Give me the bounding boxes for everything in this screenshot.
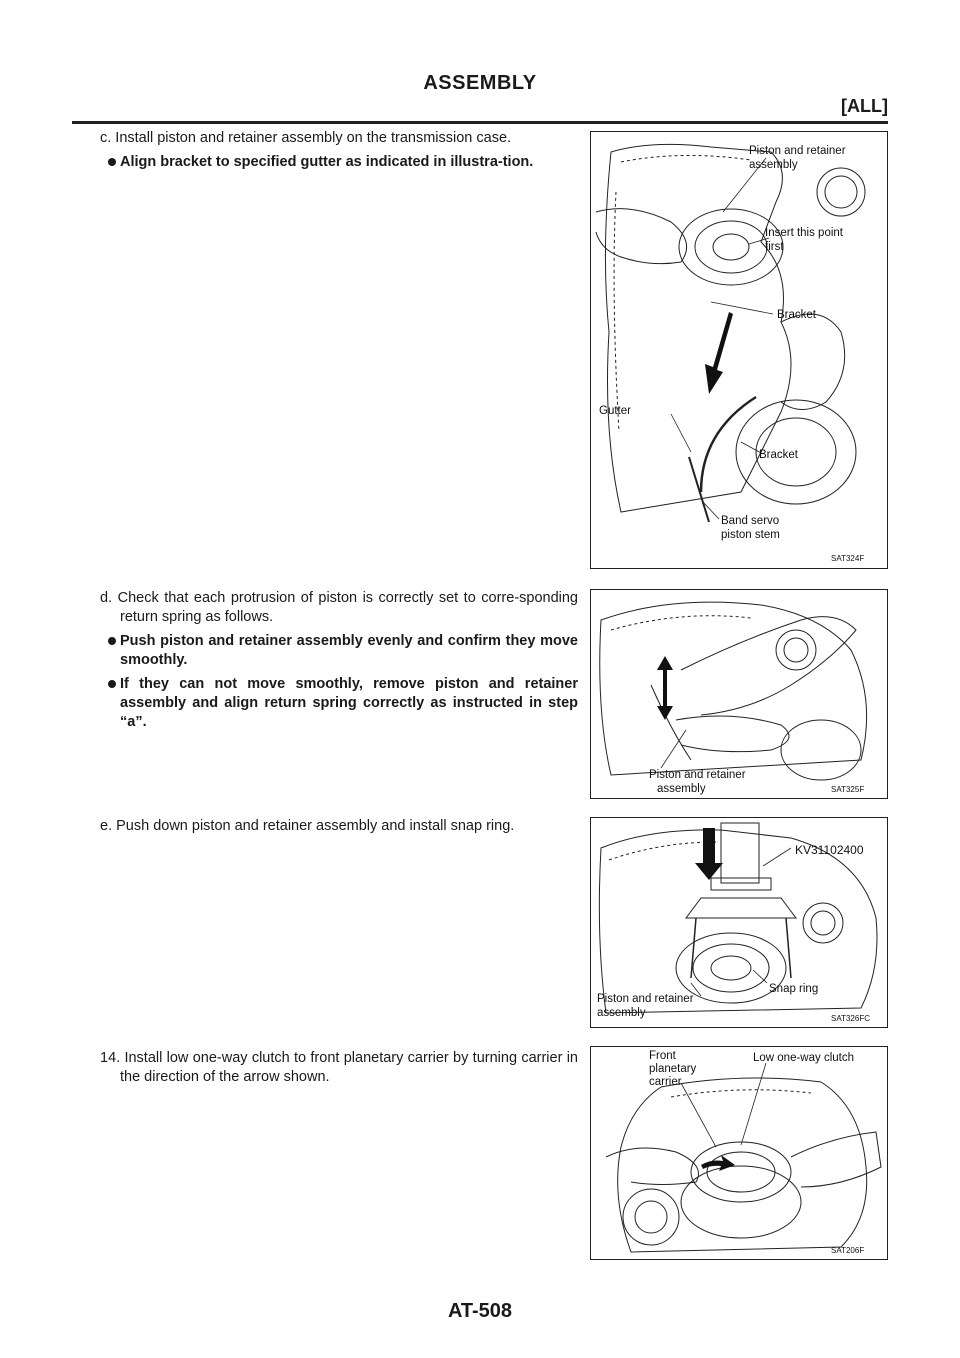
step-c bbox=[100, 129, 578, 172]
label-clutch: Low one-way clutch bbox=[753, 1052, 854, 1064]
step-d-bullet-1-text: Push piston and retainer assembly evenly and confirm they move smoothly. bbox=[120, 633, 578, 668]
figure-piston-install-drawing bbox=[591, 132, 887, 568]
step-14 bbox=[100, 1049, 578, 1087]
figure-piston-check bbox=[590, 589, 888, 799]
page-number: AT-508 bbox=[447, 1300, 513, 1322]
label-band-servo-2: piston stem bbox=[721, 529, 780, 541]
step-e bbox=[100, 817, 578, 836]
label-bracket-lower: Bracket bbox=[759, 449, 798, 461]
label-snap-ring: Snap ring bbox=[769, 983, 819, 995]
label-front-2: planetary bbox=[649, 1063, 697, 1075]
figure-piston-check-drawing bbox=[591, 590, 887, 798]
step-14-text: 14. Install low one-way clutch to front planetary carrier by turning carrier in the direction of the arrow shown. bbox=[100, 1050, 578, 1085]
label-gutter: Gutter bbox=[599, 405, 631, 417]
label-insert-1: Insert this point bbox=[765, 227, 843, 239]
label-tool: KV31102400 bbox=[795, 843, 864, 857]
step-d-text: d. Check that each protrusion of piston is correctly set to corre-sponding return spring as follows. bbox=[100, 590, 578, 625]
bullet-icon bbox=[108, 158, 116, 166]
label-piston-retainer-1: Piston and retainer bbox=[649, 769, 746, 781]
label-insert-2: first bbox=[765, 241, 784, 253]
figure-code: SAT324F bbox=[831, 554, 865, 563]
bullet-icon bbox=[108, 680, 116, 688]
label-front-3: carrier bbox=[649, 1076, 682, 1088]
figure-snap-ring bbox=[590, 817, 888, 1028]
label-piston-retainer-1: Piston and retainer bbox=[749, 145, 846, 157]
step-d-bullet-2-text: If they can not move smoothly, remove piston and retainer assembly and align return spring correctly as instructed in step “a”. bbox=[120, 676, 578, 730]
figure-code: SAT326FC bbox=[831, 1014, 870, 1023]
figure-code: SAT206F bbox=[831, 1246, 865, 1255]
step-c-bullet bbox=[100, 153, 578, 172]
figure-one-way-clutch-drawing bbox=[591, 1047, 887, 1259]
page-title: ASSEMBLY bbox=[423, 72, 537, 94]
label-bracket-upper: Bracket bbox=[777, 309, 816, 321]
step-d-bullet-2 bbox=[100, 675, 578, 732]
label-piston-retainer-1: Piston and retainer bbox=[597, 993, 694, 1005]
figure-piston-install bbox=[590, 131, 888, 569]
section-tag: [ALL] bbox=[841, 96, 888, 116]
figure-one-way-clutch bbox=[590, 1046, 888, 1260]
label-piston-retainer-2: assembly bbox=[597, 1007, 646, 1019]
label-piston-retainer-2: assembly bbox=[657, 783, 706, 795]
bullet-icon bbox=[108, 637, 116, 645]
label-band-servo-1: Band servo bbox=[721, 515, 780, 527]
step-d bbox=[100, 589, 578, 732]
step-e-text: e. Push down piston and retainer assembly and install snap ring. bbox=[100, 818, 515, 834]
step-c-bullet-text: Align bracket to specified gutter as indicated in illustra-tion. bbox=[120, 154, 534, 170]
step-d-bullet-1 bbox=[100, 632, 578, 670]
label-front-1: Front bbox=[649, 1050, 676, 1062]
label-piston-retainer-2: assembly bbox=[749, 159, 798, 171]
figure-code: SAT325F bbox=[831, 785, 865, 794]
header-divider bbox=[72, 121, 888, 124]
figure-snap-ring-drawing bbox=[591, 818, 887, 1027]
step-c-text: c. Install piston and retainer assembly on the transmission case. bbox=[100, 130, 512, 146]
